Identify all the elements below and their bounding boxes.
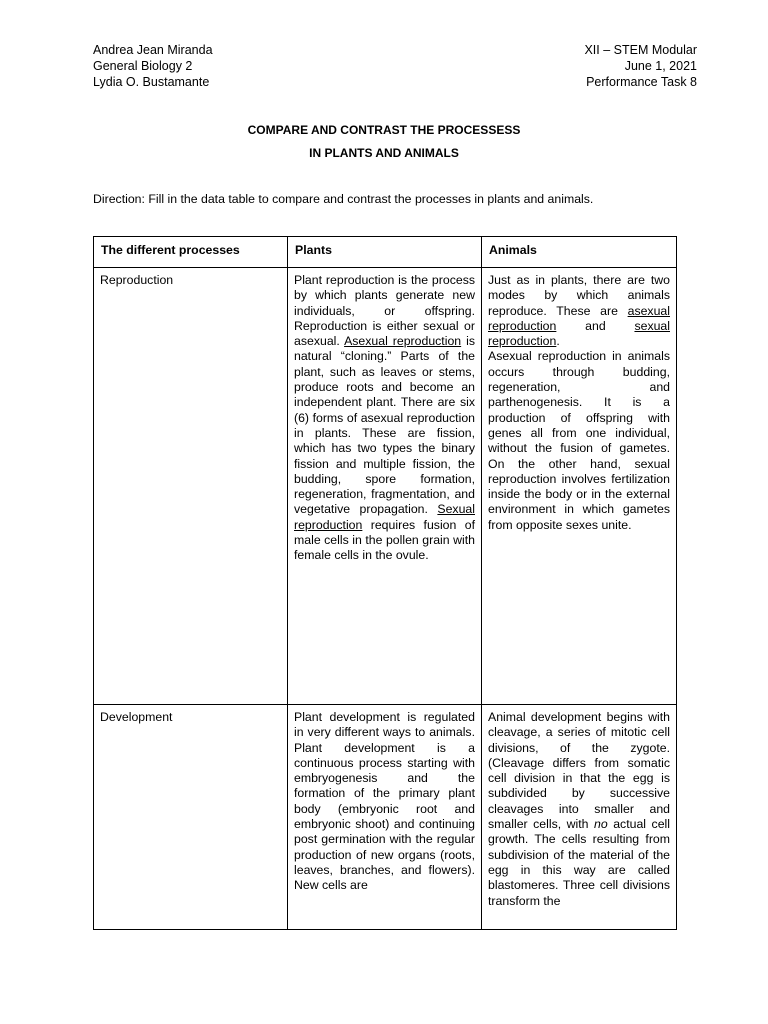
plants-cell [288, 268, 482, 705]
plants-text: Plant development is regulated in very different ways to animals. Plant development is a continuous process starting with embryogenesis and the formation of the primary plant body (embryonic root and embryonic shoot) and continuing post germination with the regular production of new organs (roots, leaves, branches, and flowers). New cells are [294, 710, 475, 893]
grade-section: XII – STEM Modular [584, 43, 697, 57]
date: June 1, 2021 [624, 59, 697, 73]
process-cell: Development [94, 705, 288, 930]
comparison-table [93, 236, 677, 930]
header-right [584, 42, 697, 90]
table-row [94, 705, 677, 930]
plants-cell [288, 705, 482, 930]
animals-text-part: Asexual reproduction in animals occurs through budding, regeneration, and parthenogenesis. It is a production of offspring with genes all from one individual, without the fusion of gametes. On the other hand, sexual reproduction involves fertilization inside the body or in the external environment in which gametes from opposite sexes unite. [488, 349, 670, 532]
document-title-line2: IN PLANTS AND ANIMALS [309, 146, 459, 160]
header-left [93, 42, 213, 90]
subject: General Biology 2 [93, 59, 193, 73]
column-header-processes: The different processes [94, 237, 288, 268]
animals-text-part: Animal development begins with cleavage, a series of mitotic cell divisions, of the zygote. (Cleavage differs from somatic cell division in that the egg is subdivided by successive cleavages into smaller and smaller cells, with [488, 710, 670, 832]
animals-underlined-term: sexual reproduction [488, 318, 670, 349]
animals-italic-term: no [594, 817, 608, 832]
animals-text-part: Just as in plants, there are two modes by which animals reproduce. These are [488, 273, 670, 318]
animals-cell [482, 268, 677, 705]
plants-text-part: is natural “cloning.” Parts of the plant, such as leaves or stems, produce roots and become an independent plant. There are six (6) forms of asexual reproduction in plants. These are fission, which has two types the binary fission and multiple fission, the budding, spore formation, regeneration, fragmentation, and vegetative propagation. [294, 334, 475, 517]
plants-text-part: requires fusion of male cells in the pollen grain with female cells in the ovule. [294, 517, 475, 563]
plants-underlined-term: Asexual reproduction [344, 334, 462, 349]
animals-cell [482, 705, 677, 930]
animals-text-part: and [556, 318, 635, 333]
direction-text: Direction: Fill in the data table to compare and contrast the processes in plants and animals. [93, 192, 594, 206]
animals-underlined-term: asexual reproduction [488, 303, 670, 333]
plants-underlined-term: Sexual reproduction [294, 502, 475, 532]
plants-text-part: Plant reproduction is the process by which plants generate new individuals, or offspring. Reproduction is either sexual or asexual. [294, 273, 475, 349]
table-header-row [94, 237, 677, 268]
process-cell: Reproduction [94, 268, 288, 705]
animals-text-part: . [556, 334, 560, 349]
document-title-line1: COMPARE AND CONTRAST THE PROCESSESS [247, 123, 521, 137]
column-header-animals: Animals [482, 237, 677, 268]
table-row [94, 268, 677, 705]
column-header-plants: Plants [288, 237, 482, 268]
task-label: Performance Task 8 [586, 75, 697, 89]
student-name: Andrea Jean Miranda [93, 43, 213, 57]
animals-text-part: actual cell growth. The cells resulting from subdivision of the material of the egg in this way are called blastomeres. Three cell divisions transform the [488, 817, 670, 908]
teacher-name: Lydia O. Bustamante [93, 75, 210, 89]
